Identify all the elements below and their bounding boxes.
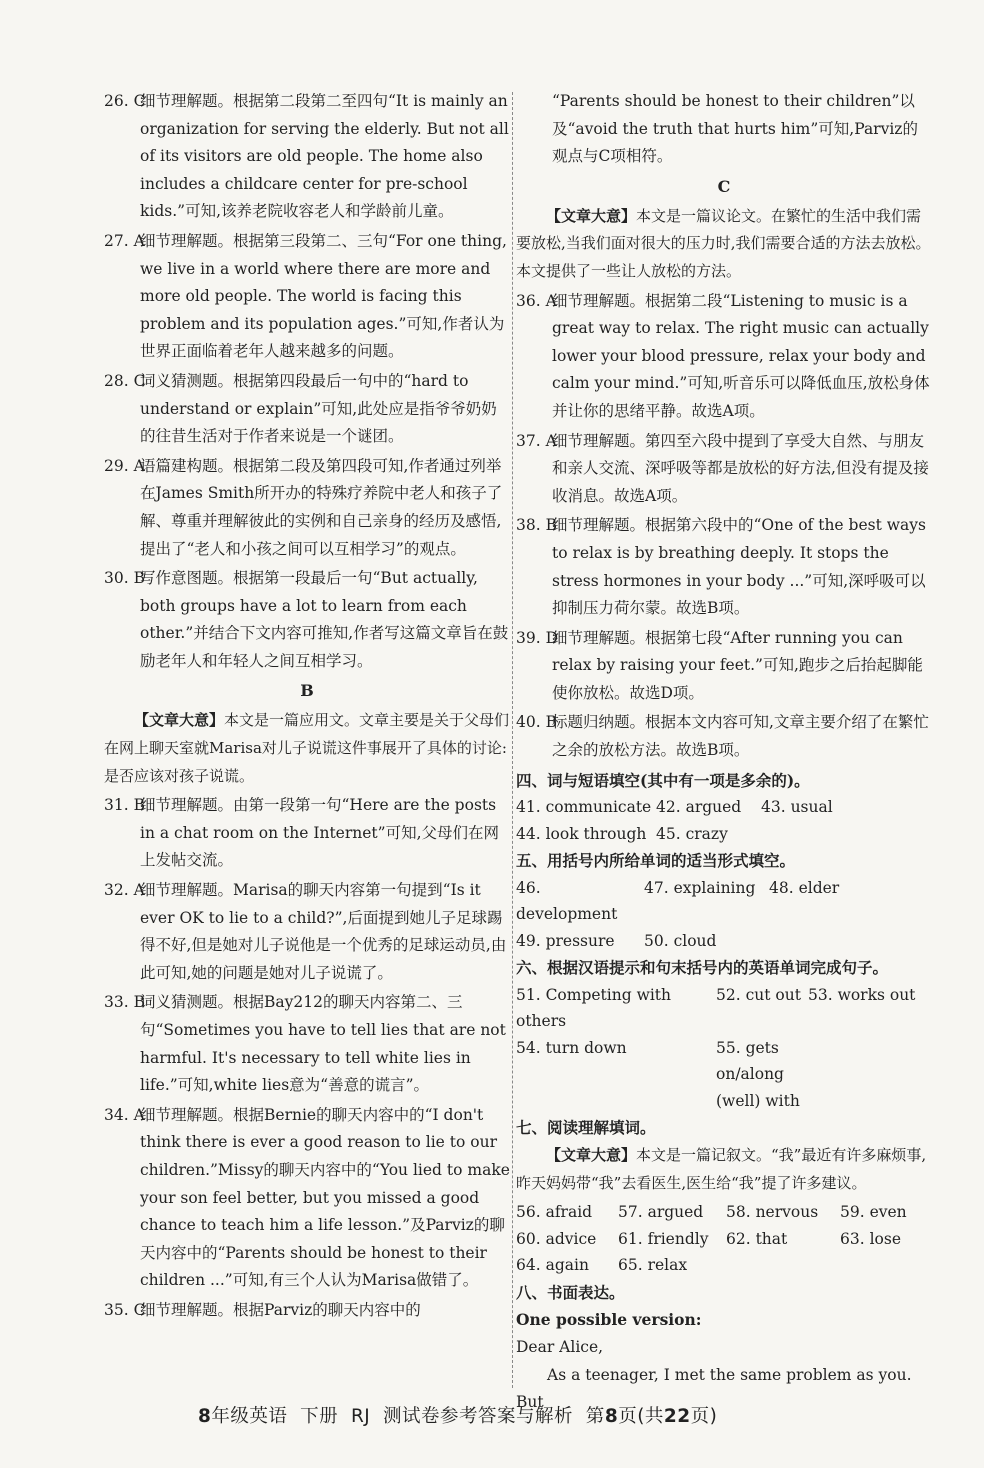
footer-grade: 8	[198, 1406, 212, 1427]
part7-answers	[516, 1199, 932, 1279]
answer-row	[516, 821, 932, 848]
answer-number: 32. A	[104, 881, 145, 900]
answer-row	[516, 1252, 932, 1279]
answer-number: 37. A	[516, 431, 557, 450]
answer-item	[104, 877, 510, 987]
part6-answers	[516, 982, 932, 1115]
answer-number: 28. C	[104, 371, 146, 390]
fill-answer: 63. lose	[840, 1229, 901, 1248]
summary-c	[516, 203, 932, 286]
summary-7-text: 本文是一篇记叙文。“我”最近有许多麻烦事,昨天妈妈带“我”去看医生,医生给“我”提了许多建议。	[516, 1146, 927, 1192]
summary-b	[104, 707, 510, 790]
answer-explanation: 细节理解题。根据第二段“Listening to music is a great way to relax. The right music can actually lower your blood pressure, relax your body and calm your mind.”可知,听音乐可以降低血压,放松身体并让你的思绪平静。故选A项。	[552, 291, 930, 420]
answer-number: 31. B	[104, 796, 145, 815]
answer-row	[516, 794, 932, 821]
answer-item	[104, 1297, 510, 1325]
fill-answer: 47. explaining	[644, 878, 756, 897]
version-label: One possible version:	[516, 1310, 702, 1330]
answer-explanation: 细节理解题。根据第七段“After running you can relax by raising your feet.”可知,跑步之后抬起脚能使你放松。故选D项。	[552, 628, 923, 702]
answer-item	[104, 989, 510, 1099]
answer-number: 27. A	[104, 231, 145, 250]
fill-answer: 54. turn down	[516, 1038, 627, 1057]
fill-answer: 44. look through	[516, 824, 647, 843]
answer-item	[104, 1102, 510, 1295]
fill-answer: 65. relax	[618, 1256, 688, 1275]
fill-answer: 62. that	[726, 1229, 788, 1248]
fill-answer: 64. again	[516, 1256, 589, 1275]
answers-section-a	[104, 88, 510, 675]
summary-b-tag: 【文章大意】	[134, 711, 225, 730]
answer-item	[516, 625, 932, 708]
summary-7-tag: 【文章大意】	[546, 1146, 637, 1165]
answer-item	[516, 709, 932, 764]
footer-title: 测试卷参考答案与解析	[383, 1406, 574, 1427]
answer-number: 39. D	[516, 628, 559, 647]
answer-item	[104, 228, 510, 366]
answer-number: 33. B	[104, 993, 145, 1012]
fill-answer: 48. elder	[769, 878, 840, 897]
answer-explanation: 词义猜测题。根据第四段最后一句中的“hard to understand or explain”可知,此处应是指爷爷奶奶的往昔生活对于作者来说是一个谜团。	[140, 371, 497, 446]
footer-edition: RJ	[350, 1406, 371, 1427]
footer-total-pages: 22	[663, 1406, 691, 1427]
answers-section-c	[516, 288, 932, 765]
summary-c-tag: 【文章大意】	[546, 206, 637, 225]
part5-answers	[516, 875, 932, 955]
answer-explanation: 语篇建构题。根据第二段及第四段可知,作者通过列举在James Smith所开办的特殊疗养院中老人和孩子了解、尊重并理解彼此的实例和自己亲身的经历及感悟,提出了“老人和小孩之间可以互相学习”的观点。	[140, 456, 503, 558]
summary-c-text: 本文是一篇议论文。在繁忙的生活中我们需要放松,当我们面对很大的压力时,我们需要合适的方法去放松。本文提供了一些让人放松的方法。	[516, 206, 931, 280]
fill-answer: 45. crazy	[656, 824, 728, 843]
answer-row	[516, 1199, 932, 1226]
fill-answer: 42. argued	[656, 798, 742, 817]
answer-number: 40. B	[516, 713, 557, 732]
answer-explanation: 细节理解题。根据第二段第二至四句“It is mainly an organization for serving the elderly. But not all of its visitors are old people. The home also includes a childcare center for pre-school kids.”可知,该养老院收容老人和学龄前儿童。	[140, 92, 509, 221]
answer-row	[516, 1226, 932, 1253]
part4-answers	[516, 794, 932, 847]
part8-heading: 八、书面表达。	[516, 1282, 625, 1302]
answer-explanation: 细节理解题。根据Parviz的聊天内容中的	[140, 1300, 421, 1319]
answer-explanation: 词义猜测题。根据Bay212的聊天内容第二、三句“Sometimes you have to tell lies that are not harmful. It's necessary to tell white lies in life.”可知,white lies意为“善意的谎言”。	[140, 993, 506, 1095]
fill-answer: 51. Competing with others	[516, 985, 672, 1031]
fill-answer: 50. cloud	[644, 931, 717, 950]
fill-answer: 41. communicate	[516, 798, 652, 817]
answer-35-continued: “Parents should be honest to their children”以及“avoid the truth that hurts him”可知,Parviz的观点与C项相符。	[552, 92, 918, 166]
footer-page-suffix: 页)	[690, 1406, 718, 1427]
fill-answer: 52. cut out	[716, 985, 801, 1004]
footer-page-number: 8	[604, 1406, 619, 1427]
answer-explanation: 细节理解题。根据Bernie的聊天内容中的“I don't think there is ever a good reason to lie to our children.”Missy的聊天内容中的“You lied to make your son feel better, but you missed a good chance to teach him a life lesson.”及Parviz的聊天内容中的“Parents should be honest to their children ...”可知,有三个人认为Marisa做错了。	[140, 1105, 510, 1290]
fill-answer: 57. argued	[618, 1203, 704, 1222]
footer-page-prefix: 第	[585, 1406, 605, 1427]
summary-b-text: 本文是一篇应用文。文章主要是关于父母们在网上聊天室就Marisa对儿子说谎这件事展开了具体的讨论:是否应该对孩子说谎。	[104, 711, 510, 785]
fill-answer: 43. usual	[761, 798, 833, 817]
answer-item	[516, 288, 932, 426]
answer-item	[516, 512, 932, 622]
fill-answer: 59. even	[840, 1203, 907, 1222]
fill-answer: 60. advice	[516, 1229, 597, 1248]
answer-item	[104, 792, 510, 875]
essay-start: As a teenager, I met the same problem as you. But	[516, 1365, 912, 1412]
answer-item	[104, 565, 510, 675]
answer-row	[516, 1035, 932, 1115]
fill-answer: 46. development	[516, 878, 618, 924]
answer-number: 36. A	[516, 291, 557, 310]
answer-explanation: 细节理解题。根据第三段第二、三句“For one thing, we live in a world where there are more and more old people. The world is facing this problem and its population ages.”可知,作者认为世界正面临着老年人越来越多的问题。	[140, 231, 507, 361]
fill-answer: 58. nervous	[726, 1203, 819, 1222]
answer-item	[104, 368, 510, 451]
answer-explanation: 细节理解题。第四至六段中提到了享受大自然、与朋友和亲人交流、深呼吸等都是放松的好方法,但没有提及接收消息。故选A项。	[552, 431, 929, 505]
page-footer	[198, 1402, 717, 1428]
footer-volume: 下册	[300, 1406, 339, 1427]
answer-explanation: 细节理解题。Marisa的聊天内容第一句提到“Is it ever OK to lie to a child?”,后面提到她儿子足球踢得不好,但是她对儿子说他是一个优秀的足球运动员,由此可知,她的问题是她对儿子说谎了。	[140, 881, 507, 982]
answer-row	[516, 982, 932, 1035]
part5-heading: 五、用括号内所给单词的适当形式填空。	[516, 851, 796, 871]
answer-row	[516, 875, 932, 928]
fill-answer: 49. pressure	[516, 931, 615, 950]
part6-heading: 六、根据汉语提示和句末括号内的英语单词完成句子。	[516, 958, 889, 978]
summary-7	[516, 1142, 932, 1197]
fill-answer: 61. friendly	[618, 1229, 709, 1248]
answer-explanation: 写作意图题。根据第一段最后一句“But actually, both groups have a lot to learn from each other.”并结合下文内容可推知,作者写这篇文章旨在鼓励老年人和年轻人之间互相学习。	[140, 569, 509, 670]
part7-heading: 七、阅读理解填词。	[516, 1118, 656, 1138]
left-column	[104, 88, 510, 1327]
salutation: Dear Alice,	[516, 1337, 604, 1356]
section-c-heading: C	[717, 176, 731, 196]
answer-explanation: 细节理解题。根据第六段中的“One of the best ways to relax is by breathing deeply. It stops the stress hormones in your body ...”可知,深呼吸可以抑制压力荷尔蒙。故选B项。	[552, 516, 926, 618]
answer-number: 34. A	[104, 1105, 145, 1124]
part4-heading: 四、词与短语填空(其中有一项是多余的)。	[516, 770, 810, 790]
answer-number: 29. A	[104, 456, 145, 475]
column-divider	[512, 92, 513, 1388]
answer-number: 38. B	[516, 516, 557, 535]
answers-section-b	[104, 792, 510, 1324]
fill-answer: 53. works out	[808, 985, 916, 1004]
footer-page-mid: 页(共	[618, 1406, 664, 1427]
answer-explanation: 标题归纳题。根据本文内容可知,文章主要介绍了在繁忙之余的放松方法。故选B项。	[552, 713, 929, 760]
answer-row	[516, 928, 932, 955]
fill-answer: 55. gets on/along (well) with	[716, 1038, 800, 1110]
section-b-heading: B	[300, 681, 314, 701]
right-column	[516, 88, 932, 1417]
footer-grade-text: 年级英语	[211, 1406, 288, 1427]
answer-item	[104, 453, 510, 563]
answer-item	[104, 88, 510, 226]
answer-number: 26. C	[104, 92, 146, 110]
answer-item	[516, 428, 932, 511]
answer-explanation: 细节理解题。由第一段第一句“Here are the posts in a chat room on the Internet”可知,父母们在网上发帖交流。	[140, 796, 499, 870]
answer-number: 30. B	[104, 569, 145, 588]
fill-answer: 56. afraid	[516, 1203, 593, 1222]
answer-number: 35. C	[104, 1300, 146, 1319]
